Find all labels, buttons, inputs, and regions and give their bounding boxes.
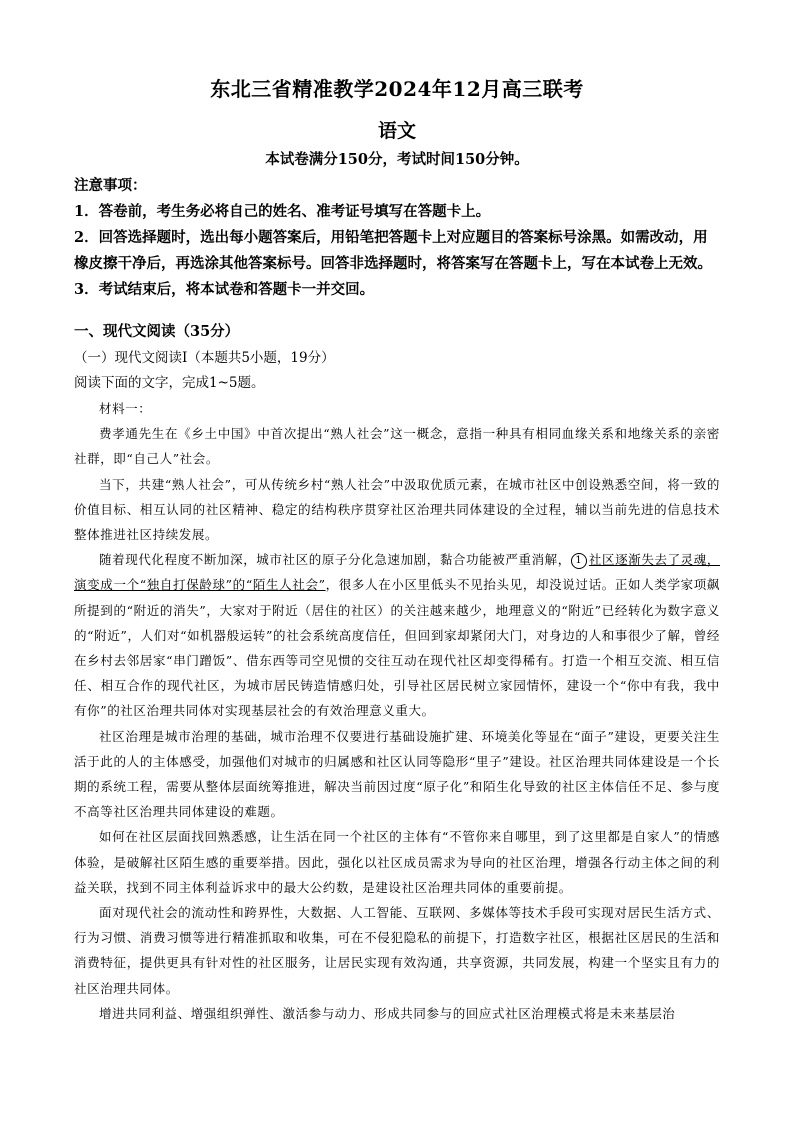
paragraph-3-rest: ，很多人在小区里低头不见抬头见，却没说过话。正如人类学家项飙所提到的“附近的消失”，大家对于附近（居住的社区）的关注越来越少，地理意义的“附近”已经转化为数字意义的“附近”，人们对“如机器般运转”的社会系统高度信任，但回到家却紧闭大门，对身边的人和事很少了解，曾经在乡村去邻居家“串门蹭饭”、借东西等司空见惯的交往互动在现代社区却变得稀有。打造一个相互交流、相互信任、相互合作的现代社区，为城市居民铸造情感归处，引导社区居民树立家园情怀，建设一个“你中有我，我中有你”的社区治理共同体对实现基层社会的有效治理意义重大。 <box>74 577 720 719</box>
notes-item-3: 3．考试结束后，将本试卷和答题卡一并交回。 <box>74 281 375 298</box>
section-subtitle: （一）现代文阅读Ⅰ（本题共5小题，19分） <box>74 350 335 366</box>
notes-item-2: 2．回答选择题时，选出每小题答案后，用铅笔把答题卡上对应题目的答案标号涂黑。如需改动，用橡皮擦干净后，再选涂其他答案标号。回答非选择题时，将答案写在答题卡上，写在本试卷上无效。 <box>74 229 712 272</box>
material-label: 材料一： <box>99 401 152 416</box>
exam-title: 东北三省精准教学2024年12月高三联考 <box>210 77 584 101</box>
exam-info: 本试卷满分150分，考试时间150分钟。 <box>265 151 529 168</box>
paragraph-5: 如何在社区层面找回熟悉感，让生活在同一个社区的主体有“不管你来自哪里，到了这里都是自家人”的情感体验，是破解社区陌生感的重要举措。因此，强化以社区成员需求为导向的社区治理，增强各行动主体之间的利益关联，找到不同主体利益诉求中的最大公约数，是建设社区治理共同体的重要前提。 <box>74 829 720 895</box>
notes-heading: 注意事项： <box>74 177 147 194</box>
paragraph-1: 费孝通先生在《乡土中国》中首次提出“熟人社会”这一概念，意指一种具有相同血缘关系和地缘关系的亲密社群，即“自己人”社会。 <box>74 426 720 467</box>
paragraph-6: 面对现代社会的流动性和跨界性，大数据、人工智能、互联网、多媒体等技术手段可实现对居民生活方式、行为习惯、消费习惯等进行精准抓取和收集，可在不侵犯隐私的前提下，打造数字社区，根据社区居民的生活和消费特征，提供更具有针对性的社区服务，让居民实现有效沟通，共享资源，共同发展，构建一个坚实且有力的社区治理共同体。 <box>74 905 720 996</box>
notes-block <box>74 173 722 303</box>
paragraph-3-lead: 随着现代化程度不断加深，城市社区的原子分化急速加剧，黏合功能被严重消解， <box>99 552 571 568</box>
section-instruction: 阅读下面的文字，完成1~5题。 <box>74 375 265 391</box>
paragraph-2: 当下，共建“熟人社会”，可从传统乡村“熟人社会”中汲取优质元素，在城市社区中创设熟悉空间，将一致的价值目标、相互认同的社区精神、稳定的结构秩序贯穿社区治理共同体建设的全过程，辅以当前先进的信息技术整体推进社区持续发展。 <box>74 476 720 543</box>
circled-number-marker: 1 <box>571 553 587 569</box>
notes-item-1: 1．答卷前，考生务必将自己的姓名、准考证号填写在答题卡上。 <box>74 203 491 220</box>
underlined-sentence: 社区逐渐失去了灵魂，演变成一个“独自打保龄球”的“陌生人社会” <box>74 552 720 593</box>
paragraph-4: 社区治理是城市治理的基础，城市治理不仅要进行基础设施扩建、环境美化等显在“面子”建设，更要关注生活于此的人的主体感受，加强他们对城市的归属感和社区认同等隐形“里子”建设。社区治理共同体建设是一个长期的系统工程，需要从整体层面统筹推进，解决当前因过度“原子化”和陌生化导致的社区主体信任不足、参与度不高等社区治理共同体建设的难题。 <box>74 728 720 820</box>
paragraph-3 <box>74 547 720 723</box>
exam-subject: 语文 <box>377 120 416 142</box>
paragraph-7: 增进共同利益、增强组织弹性、激活参与动力、形成共同参与的回应式社区治理模式将是未来基层治 <box>99 1005 676 1021</box>
reading-passage <box>74 396 720 1026</box>
section-title: 一、现代文阅读（35分） <box>74 323 240 340</box>
